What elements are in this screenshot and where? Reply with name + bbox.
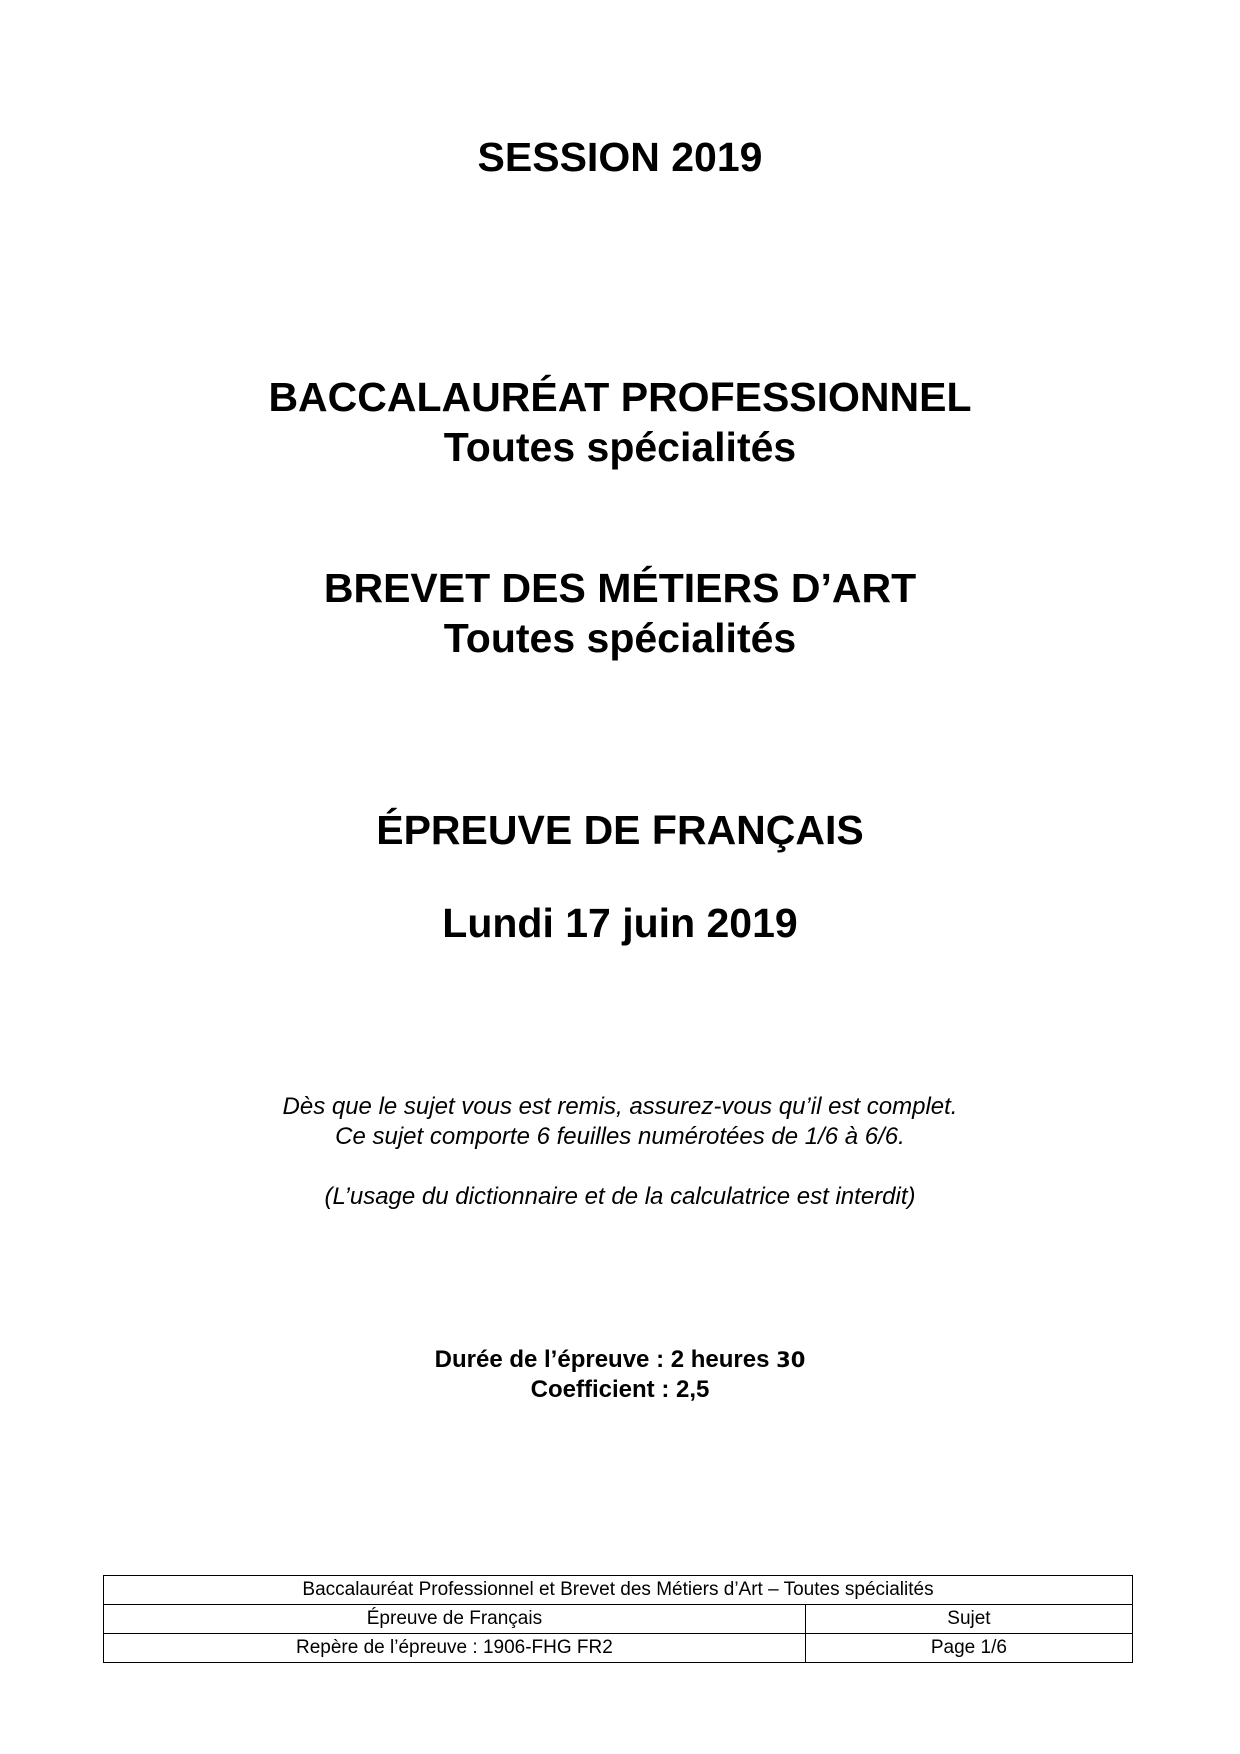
- epreuve-title: ÉPREUVE DE FRANÇAIS: [376, 807, 864, 853]
- bac-pro-specialites: Toutes spécialités: [443, 424, 797, 470]
- bma-specialites: Toutes spécialités: [443, 615, 797, 661]
- footer-table: [103, 1575, 1133, 1663]
- footer-repere: Repère de l’épreuve : 1906-FHG FR2: [104, 1634, 806, 1663]
- footer-epreuve: Épreuve de Français: [104, 1605, 806, 1634]
- duration-minutes: 30: [776, 1348, 806, 1372]
- footer-row-epreuve: [104, 1605, 1133, 1634]
- instruction-pages: Ce sujet comporte 6 feuilles numérotées de 1/6 à 6/6.: [335, 1123, 905, 1150]
- exam-coefficient: Coefficient : 2,5: [530, 1376, 710, 1403]
- session-title: SESSION 2019: [477, 134, 763, 180]
- footer-sujet: Sujet: [805, 1605, 1132, 1634]
- footer-page-number: Page 1/6: [805, 1634, 1132, 1663]
- footer-row-title: [104, 1576, 1133, 1605]
- bac-pro-title: BACCALAURÉAT PROFESSIONNEL: [268, 374, 972, 420]
- instruction-complete: Dès que le sujet vous est remis, assurez-vous qu’il est complet.: [282, 1093, 958, 1120]
- footer-row-repere: [104, 1634, 1133, 1663]
- duration-label: Durée de l’épreuve : 2 heures: [434, 1346, 770, 1373]
- exam-date: Lundi 17 juin 2019: [442, 900, 798, 946]
- bma-title: BREVET DES MÉTIERS D’ART: [323, 565, 917, 611]
- footer-exam-name: Baccalauréat Professionnel et Brevet des Métiers d’Art – Toutes spécialités: [104, 1576, 1133, 1605]
- exam-duration: [0, 1345, 1240, 1375]
- instruction-dictionary: (L’usage du dictionnaire et de la calculatrice est interdit): [324, 1183, 916, 1210]
